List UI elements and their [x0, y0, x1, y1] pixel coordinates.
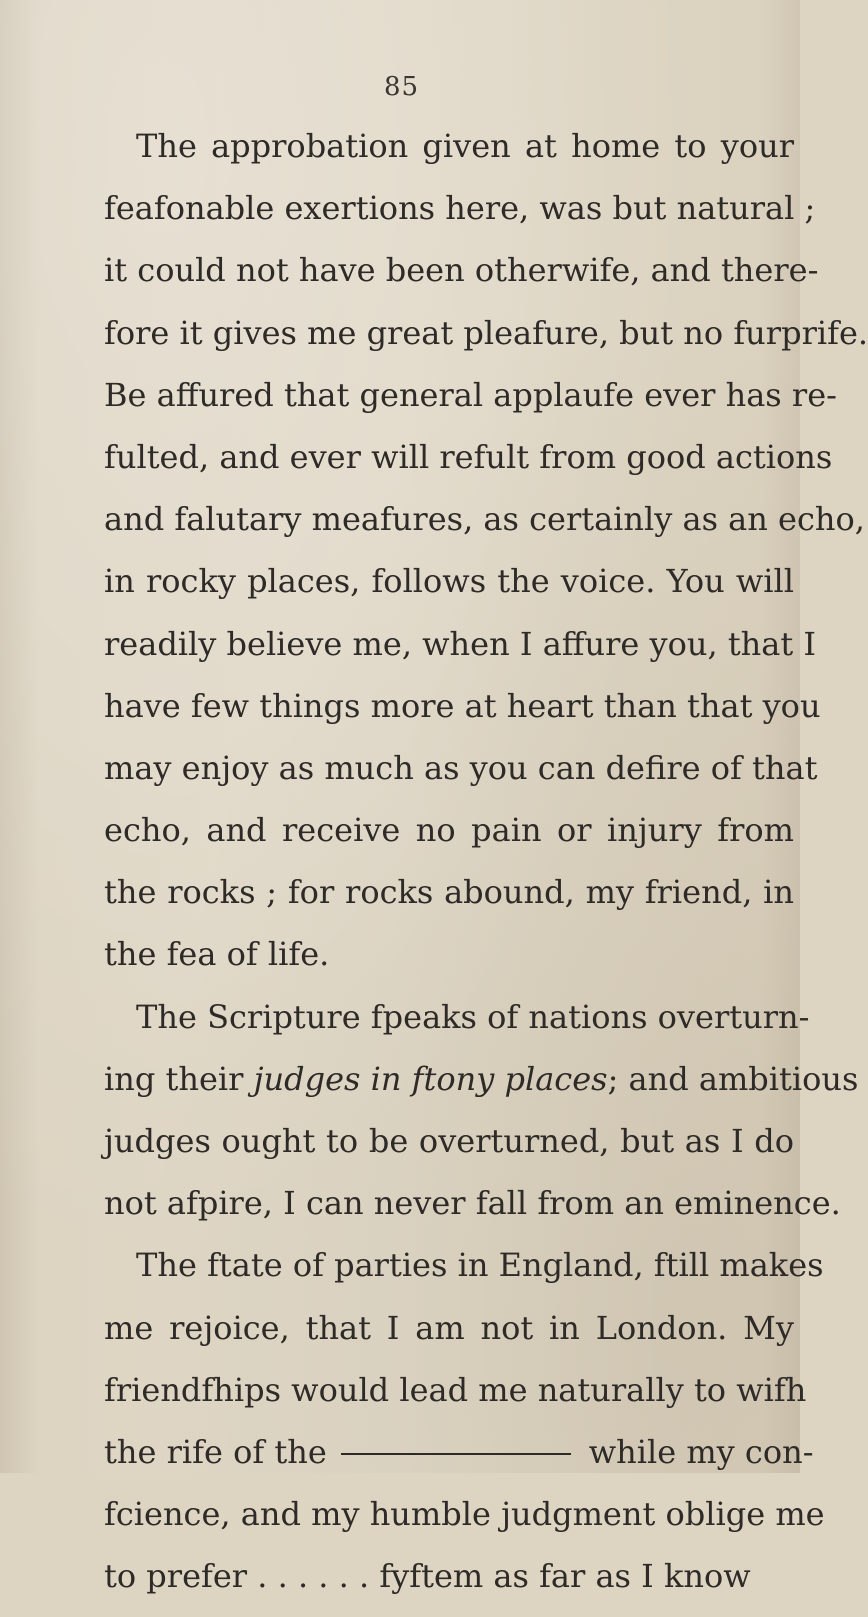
- line-segment: while my con-: [588, 1432, 814, 1471]
- elision-dash: [341, 1453, 571, 1455]
- text-line: to prefer . . . . . . fyftem as far as I know: [104, 1557, 751, 1596]
- text-line: Be affured that general applaufe ever has re-: [104, 375, 837, 414]
- text-line: The approbation given at home to your: [136, 127, 794, 165]
- text-line: readily believe me, when I affure you, that I: [104, 624, 817, 663]
- text-line: me rejoice, that I am not in London. My: [104, 1308, 794, 1347]
- text-line: fcience, and my humble judgment oblige me: [104, 1495, 825, 1534]
- page-number: 85: [384, 72, 420, 102]
- text-line: may enjoy as much as you can defire of that: [104, 748, 818, 787]
- text-line: and falutary meafures, as certainly as an echo,: [104, 500, 865, 539]
- text-line: The ftate of parties in England, ftill makes: [136, 1246, 824, 1285]
- text-line: judges ought to be overturned, but as I do: [104, 1122, 794, 1160]
- text-line: [104, 1057, 859, 1119]
- text-line: the rocks ; for rocks abound, my friend, in: [104, 873, 794, 912]
- text-line: echo, and receive no pain or injury from: [104, 811, 794, 850]
- text-line: fore it gives me great pleafure, but no furprife.: [104, 313, 868, 352]
- line-segment: the rife of the: [104, 1432, 327, 1471]
- text-line: not afpire, I can never fall from an eminence.: [104, 1184, 841, 1223]
- text-line: feafonable exertions here, was but natural ;: [104, 189, 816, 228]
- italic-segment: judges in ftony places: [253, 1059, 608, 1098]
- text-line: in rocky places, follows the voice. You will: [104, 562, 794, 601]
- text-line: have few things more at heart than that you: [104, 686, 821, 725]
- line-segment: ; and ambitious: [607, 1059, 859, 1098]
- body-text: [104, 124, 868, 1617]
- line-segment: ing their: [104, 1059, 254, 1098]
- text-line: the fea of life.: [104, 935, 330, 974]
- text-line: it could not have been otherwife, and there-: [104, 251, 819, 290]
- text-line: friendfhips would lead me naturally to wifh: [104, 1370, 807, 1409]
- text-line: The Scripture fpeaks of nations overturn-: [136, 997, 810, 1036]
- text-line: [104, 1430, 814, 1492]
- text-line: fulted, and ever will refult from good actions: [104, 437, 833, 476]
